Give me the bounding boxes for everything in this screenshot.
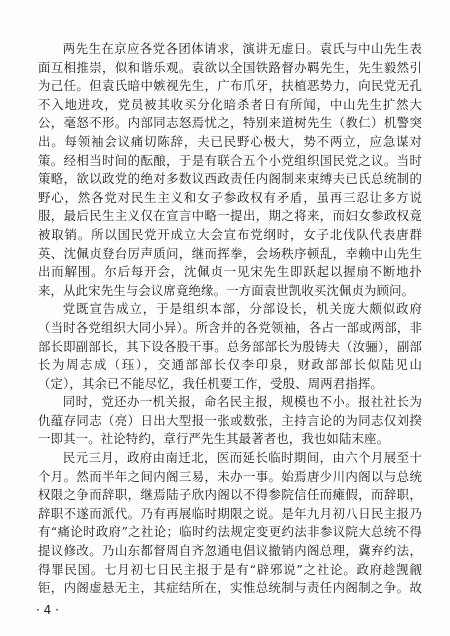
paragraph: 民元三月，政府由南迁北，医而延长临时期间，由六个月展至十个月。然而半年之间内阁三易，未办一事。始焉唐少川内阁以与总统权限之争而辞职，继焉陆子欣内阁以不得参院信任而瘫假，而辞职，辞职不遂而派代。乃有再展临时期限之说。是年九月初八日民主报乃有“痛论时政府”之社论；临时约法规定变更约法非参议院大总统不得提议修改。乃山东都督周自齐忽通电倡议撤销内阁总理，冀弃约法，得罪民国。七月初七日民主报于是有“辟邪说”之社论。政府趁觊觎钜，内阁虚悬无主，其症结所在，实惟总统制与责任内阁制之争。故 — [38, 450, 422, 596]
paragraph: 两先生在京应各党各团体请求，演讲无虚日。袁氏与中山先生表面互相推崇，似和谐乐观。袁欲以全国铁路督办羁先生，先生毅然引为己任。但袁氏暗中嫉视先生，广布爪牙，扶植恶势力，向民党无孔不入地进攻，党员被其收买分化暗杀者日有所闻，中山先生扩然大公，毫怒不形。内部同志怒焉忧之，特别来道树先生（教仁）机警突出。每领袖会议痛切陈辞，夫已民野心极大，势不两立，应急谋对策。经相当时间的酝酿，于是有联合五个小党组织国民党之议。当时策略，欲以政党的绝对多数议西政责任内阁制来束缚夫已氏总统制的野心，然各党对民生主义和女子参政权有矛盾，虽再三忍让多方说服，最后民生主义仅在宣言中略一提出，期之将来，而妇女参政权竟被取销。所以国民党开成立大会宣布党纲时，女子北伐队代表唐群英、沈佩贞登台厉声质问，继而挥拳，会场秩序顿乱，幸赖中山先生出而解围。尔后每开会，沈佩贞一见宋先生即跃起以握扇不断地扑来，从此宋先生与会议席竟绝缘。一方面袁世凯收买沈佩贞为顾问。 — [38, 41, 422, 298]
paragraph: 党既宣告成立，于是组织本部，分部设长，机关庞大颇似政府（当时各党组织大同小异）。所含并的各党领袖，各占一部或两部，非部长即副部长，其下设各股干事。总务部部长为殷铸夫（汝骊），副部长为周志成（珏），交通部部长仅李印泉，财政部部长似陆见山（定），其余已不能尽忆，我任机要工作，受殷、周两君指挥。 — [38, 301, 422, 391]
page-number: · 4 · — [36, 603, 59, 617]
body-text — [38, 40, 422, 600]
paragraph: 同时，党还办一机关报，命名民主报，规模也不小。报社社长为仇蕴存同志（亮）日出大型报一张或数张，主持言论的为同志仅刘揆一即其一。社论特约，章行严先生其最著者也，我也如陆末座。 — [38, 394, 422, 447]
